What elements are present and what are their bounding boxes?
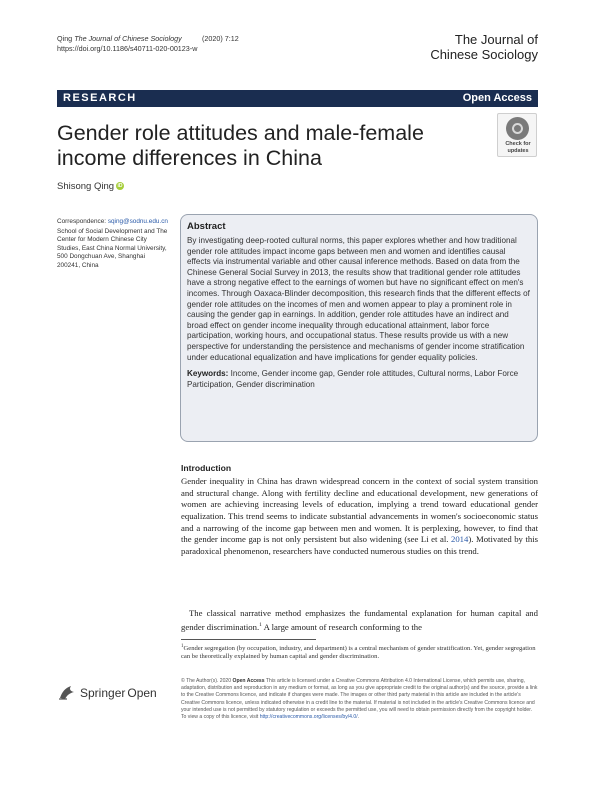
footnote-rule — [181, 639, 316, 640]
abstract-box — [180, 214, 538, 442]
springer-horse-icon — [57, 683, 77, 701]
citation-link[interactable]: 2014 — [450, 534, 469, 545]
publisher-name: Springer Open — [80, 686, 157, 700]
cite-journal: The Journal of Chinese Sociology — [74, 34, 182, 43]
doi-link[interactable]: https://doi.org/10.1186/s40711-020-00123-w — [57, 44, 198, 53]
section-bar — [57, 90, 538, 107]
abstract-text: By investigating deep-rooted cultural norms, this paper explores whether and how traditional gender role attitudes impact income gaps between men and women and identifies causal effects via instrumental variable and other causal inference methods. Based on data from the Chinese General Social Survey in 2013, the results show that traditional gender role attitudes have a strong negative effect to the earnings of women but have no significant effect on men's incomes. Through Oaxaca-Blinder decomposition, this research finds that the different effects of gender role attitudes on the incomes of men and women appear to play a prominent role in causing the gender gap in earnings. In addition, gender role attitudes have an indirect and broad effect on gender income inequality through educational attainment, labor force participation, working hours, and occupational status. These results provide us with a new perspective for understanding the persistence and mechanisms of gender income stratification under educational equalization and have implications for gender equality policies. — [187, 236, 530, 362]
affiliation: School of Social Development and The Center for Modern Chinese City Studies, East China Normal University, 500 Dongchuan Ave, Shanghai 200241, China — [57, 227, 168, 269]
check-updates-icon — [506, 117, 529, 140]
journal-name-line2: Chinese Sociology — [430, 47, 538, 62]
introduction-heading: Introduction — [181, 463, 232, 473]
keywords-list: Income, Gender income gap, Gender role attitudes, Cultural norms, Labor Force Participation, Gender discrimination — [187, 369, 519, 389]
article-title: Gender role attitudes and male-female income differences in China — [57, 121, 424, 170]
author-line — [57, 181, 124, 192]
keywords-label: Keywords: — [187, 369, 229, 379]
abstract-heading: Abstract — [187, 221, 226, 232]
correspondence-block — [57, 218, 169, 271]
intro-paragraph-2: The classical narrative method emphasizes the fundamental explanation for human capital and gender discrimination.$^1$ A large amount of research conforming to the — [181, 608, 538, 632]
orcid-icon[interactable]: iD — [117, 183, 123, 190]
footnote: $^1$Gender segregation (by occupation, industry, and department) is a central mechanism of gender stratification. Yet, gender segregation can be theoretically explained by human capital and gender discrimination. — [181, 644, 536, 661]
open-access-label: Open Access — [462, 92, 532, 104]
cite-author: Qing — [57, 34, 73, 43]
license-url[interactable]: http://creativecommons.org/licenses/by/4.0/ — [259, 714, 358, 721]
keywords — [187, 369, 531, 390]
journal-name — [430, 32, 538, 62]
footnote-ref[interactable]: 1 — [259, 621, 262, 628]
check-updates-label: Check for updates — [505, 141, 531, 154]
license-text: © The Author(s). 2020 Open Access This article is licensed under a Creative Commons Attribution 4.0 International License, which permits use, sharing, adaptation, distribution and reproduction in any medium or format, as long as you give appropriate credit to the original author(s) and the source, provide a link to the Creative Commons licence, and indicate if changes were made. The images or other third party material in this article are included in the article's Creative Commons licence, unless indicated otherwise in a credit line to the material. If material is not included in the article's Creative Commons licence and your intended use is not permitted by statutory regulation or exceeds the permitted use, you will need to obtain permission directly from the copyright holder. To view a copy of this licence, visit http://creativecommons.org/licenses/by/4.0/. — [181, 678, 538, 721]
correspondence-email[interactable]: sqing@sodnu.edu.cn — [107, 218, 168, 225]
citation-header — [57, 34, 277, 54]
intro-paragraph-1: Gender inequality in China has drawn widespread concern in the context of social system transition and structural change. Along with fertility decline and educational development, new generations of women are achieving increasing levels of education, implying a trend toward educational gender equalization. This trend seems to indicate substantial advancements in women's socioeconomic status and a narrowing of the income gap between men and women. It is perplexing, however, to find that the gender income gap is not only persistent but also widening (see Li et al. 2014). Motivated by this paradoxical phenomenon, researchers have conducted numerous studies on this trend. — [181, 476, 539, 556]
correspondence-label: Correspondence: — [57, 218, 107, 225]
section-label: RESEARCH — [63, 92, 137, 104]
journal-name-line1: The Journal of — [454, 32, 538, 47]
check-for-updates-badge[interactable] — [497, 113, 537, 157]
cite-year-volume: (2020) 7:12 — [202, 34, 239, 43]
author-name[interactable]: Shisong Qing — [57, 181, 115, 192]
